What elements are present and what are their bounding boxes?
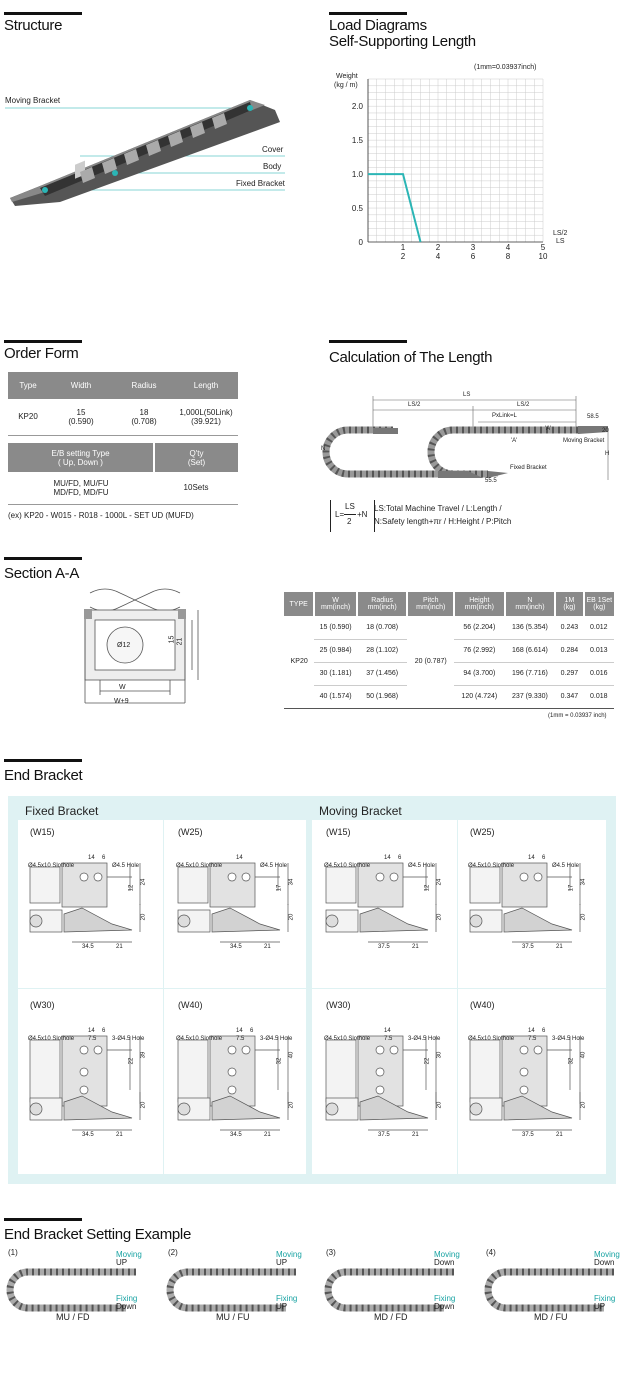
- dim-7-5: 7.5: [528, 1036, 537, 1042]
- hole-label: Ø4.5 Hole: [552, 863, 580, 869]
- spec-header-radius-1: Radius: [371, 597, 394, 604]
- load-title-2: Self-Supporting Length: [329, 33, 476, 50]
- setting-example: [484, 1248, 630, 1328]
- dim-mid: 12: [128, 884, 135, 892]
- setting-fixing-direction: Down: [434, 1302, 455, 1311]
- calc-title: Calculation of The Length: [329, 349, 493, 366]
- hole-label: 3-Ø4.5 Hole: [112, 1036, 145, 1042]
- fixed-bracket-label: Fixed Bracket: [236, 179, 285, 188]
- dim-bottom-b: 21: [556, 1132, 563, 1138]
- dim-bottom-a: 37.5: [378, 944, 390, 950]
- order-header-width: Width: [48, 372, 114, 399]
- order2-setting-a: MU/FD, MU/FU: [53, 478, 109, 488]
- bracket-width-label: (W15): [326, 827, 351, 837]
- bracket-width-label: (W25): [178, 827, 203, 837]
- section-w: W: [119, 684, 126, 691]
- order2-header-qty-2: (Set): [187, 457, 206, 467]
- dim-14: 14: [528, 1028, 535, 1034]
- x-tick-label-bottom: 10: [538, 252, 548, 261]
- calc-rule: [329, 340, 407, 343]
- section-rule: [4, 557, 82, 560]
- spec-m-0: 0.243: [560, 623, 579, 631]
- order-cell-width: [48, 399, 114, 435]
- dim-bottom-b: 21: [116, 944, 123, 950]
- end-bracket-drawing: [318, 998, 458, 1158]
- slothole-label: Ø4.5x10 Slothole: [468, 1036, 515, 1042]
- setting-fixing-direction: UP: [276, 1302, 288, 1311]
- bracket-width-label: (W25): [470, 827, 495, 837]
- spec-n-0: 136 (5.354): [512, 623, 548, 631]
- y-tick-label: 2.0: [351, 102, 363, 112]
- dim-mid: 12: [424, 884, 431, 892]
- calc-585: 58.5: [587, 414, 599, 420]
- load-ylabel-1: Weight: [336, 73, 358, 80]
- calc-n: N: [321, 446, 326, 452]
- dim-bottom-a: 34.5: [82, 944, 94, 950]
- dim-20: 20: [288, 1101, 295, 1109]
- load-unit-note: (1mm=0.03937inch): [474, 64, 537, 71]
- dim-bottom-a: 37.5: [378, 1132, 390, 1138]
- spec-unit-note: (1mm = 0.03937 inch): [548, 713, 607, 719]
- spec-header-n: [505, 592, 556, 616]
- order-cell-length: [174, 399, 238, 435]
- spec-header-radius-2: mm(inch): [367, 604, 397, 611]
- calc-a2: 'A': [545, 426, 552, 432]
- order-table-2: [8, 443, 238, 505]
- hole-label: 3-Ø4.5 Hole: [552, 1036, 585, 1042]
- end-bracket-drawing: [462, 998, 602, 1158]
- hole-label: Ø4.5 Hole: [408, 863, 436, 869]
- setting-fixing-label: Fixing: [276, 1294, 298, 1303]
- dim-14: 14: [88, 1028, 95, 1034]
- dim-14: 14: [236, 855, 243, 861]
- setting-example: [166, 1248, 316, 1328]
- setting-number: (2): [168, 1248, 178, 1257]
- bracket-width-label: (W40): [470, 1000, 495, 1010]
- calc-moving-bracket: Moving Bracket: [563, 438, 605, 444]
- spec-r-3: 50 (1.968): [366, 693, 399, 700]
- load-title-1: Load Diagrams: [329, 17, 427, 34]
- dim-6: 6: [542, 1028, 546, 1034]
- bracket-width-label: (W15): [30, 827, 55, 837]
- dim-bottom-a: 34.5: [230, 1132, 242, 1138]
- y-tick-label: 1.5: [351, 136, 363, 146]
- setting-fixing-label: Fixing: [116, 1294, 138, 1303]
- x-tick-label-top: 1: [400, 243, 406, 252]
- dim-6: 6: [250, 1028, 254, 1034]
- order-radius-mm: 18: [139, 407, 149, 417]
- dim-mid: 32: [276, 1057, 283, 1065]
- calc-fixed-bracket: Fixed Bracket: [510, 465, 547, 471]
- dim-bottom-a: 34.5: [82, 1132, 94, 1138]
- calc-a1: 'A': [511, 438, 518, 444]
- dim-20: 20: [436, 1101, 443, 1109]
- end-bracket-drawing: [462, 825, 602, 985]
- x-tick-label-bottom: 2: [400, 252, 406, 261]
- spec-r-0: 18 (0.708): [366, 623, 399, 631]
- spec-n-3: 237 (9.330): [512, 693, 548, 700]
- spec-header-height-2: mm(inch): [464, 604, 494, 611]
- dim-14: 14: [88, 855, 95, 861]
- setting-rule: [4, 1218, 82, 1221]
- structure-rule: [4, 12, 82, 15]
- spec-header-eb-2: (kg): [593, 604, 606, 611]
- dim-mid: 22: [128, 1057, 135, 1065]
- moving-bracket-title: Moving Bracket: [316, 803, 405, 819]
- endbracket-title: End Bracket: [4, 767, 83, 784]
- dim-20: 20: [580, 913, 587, 921]
- spec-w-3: 40 (1.574): [319, 693, 352, 700]
- x-tick-label-top: 2: [435, 243, 441, 252]
- order2-cell-setting: [8, 472, 154, 504]
- setting-code: MU / FU: [216, 1312, 250, 1322]
- setting-moving-label: Moving: [434, 1250, 460, 1259]
- slothole-label: Ø4.5x10 Slothole: [176, 1036, 223, 1042]
- spec-w-0: 15 (0.590): [319, 623, 352, 631]
- section-drawing: [80, 585, 200, 710]
- spec-header-pitch-2: mm(inch): [416, 604, 446, 611]
- spec-header-w-2: mm(inch): [321, 604, 351, 611]
- load-chart: [340, 70, 560, 265]
- x-tick-label-top: 4: [505, 243, 511, 252]
- spec-table: [284, 592, 614, 709]
- spec-header-eb: [584, 592, 614, 616]
- spec-header-height: [454, 592, 505, 616]
- dim-height: 24: [436, 878, 443, 886]
- order-width-inch: (0.590): [68, 416, 94, 426]
- spec-eb-0: 0.012: [590, 623, 608, 631]
- spec-header-1m: [555, 592, 583, 616]
- setting-number: (3): [326, 1248, 336, 1257]
- spec-header-pitch-1: Pitch: [422, 597, 439, 604]
- dim-height: 24: [140, 878, 147, 886]
- order-length-inch: (39.921): [191, 416, 221, 426]
- spec-eb-2: 0.016: [590, 670, 608, 677]
- spec-m-3: 0.347: [560, 693, 579, 700]
- end-bracket-drawing: [22, 825, 162, 985]
- spec-header-radius: [357, 592, 408, 616]
- calc-pxlink: PxLink=L: [492, 413, 517, 419]
- end-bracket-drawing: [22, 998, 162, 1158]
- spec-m-1: 0.284: [560, 647, 579, 654]
- spec-header-w-1: W: [332, 597, 339, 604]
- y-tick-label: 1.0: [351, 170, 363, 180]
- setting-moving-label: Moving: [276, 1250, 302, 1259]
- setting-fixing-label: Fixing: [594, 1294, 616, 1303]
- dim-14: 14: [528, 855, 535, 861]
- eb-divider-h: [18, 988, 606, 989]
- setting-number: (1): [8, 1248, 18, 1257]
- setting-code: MU / FD: [56, 1312, 90, 1322]
- dim-bottom-b: 21: [264, 944, 271, 950]
- calc-desc-2: N:Safety length+πr / H:Height / P:Pitch: [374, 517, 512, 526]
- formula-ls: LS: [345, 502, 355, 511]
- dim-6: 6: [542, 855, 546, 861]
- order-table: [8, 372, 238, 436]
- moving-bracket-label: Moving Bracket: [5, 96, 61, 105]
- order-header-radius: Radius: [114, 372, 174, 399]
- dim-14: 14: [236, 1028, 243, 1034]
- setting-example: [6, 1248, 156, 1328]
- spec-type-cell: KP20: [284, 616, 314, 708]
- order-length-mm: 1,000L(50Link): [179, 407, 233, 417]
- bracket-width-label: (W30): [326, 1000, 351, 1010]
- spec-pitch-cell: 20 (0.787): [407, 616, 454, 708]
- spec-h-0: 56 (2.204): [463, 623, 496, 631]
- order-width-mm: 15: [76, 407, 86, 417]
- dim-20: 20: [140, 1101, 147, 1109]
- dim-bottom-a: 34.5: [230, 944, 242, 950]
- slothole-label: Ø4.5x10 Slothole: [28, 863, 75, 869]
- section-w9: W+9: [114, 698, 129, 705]
- spec-header-type: TYPE: [284, 592, 314, 616]
- hole-label: Ø4.5 Hole: [260, 863, 288, 869]
- slothole-label: Ø4.5x10 Slothole: [324, 1036, 371, 1042]
- cover-label: Cover: [262, 145, 284, 154]
- y-tick-label: 0.5: [351, 204, 363, 214]
- order-header-length: Length: [174, 372, 238, 399]
- order-title: Order Form: [4, 345, 79, 362]
- dim-mid: 32: [568, 1057, 575, 1065]
- calc-ls: LS: [463, 392, 471, 398]
- dim-14: 14: [384, 1028, 391, 1034]
- section-title: Section A-A: [4, 565, 80, 582]
- dim-bottom-b: 21: [264, 1132, 271, 1138]
- slothole-label: Ø4.5x10 Slothole: [324, 863, 371, 869]
- calc-ls2-right: LS/2: [517, 402, 530, 408]
- y-tick-label: 0: [358, 238, 363, 247]
- dim-height: 40: [288, 1051, 295, 1059]
- eb-divider-v1: [163, 820, 164, 1174]
- dim-bottom-b: 21: [412, 944, 419, 950]
- x-tick-label-bottom: 4: [435, 252, 441, 261]
- spec-w-2: 30 (1.181): [319, 670, 352, 677]
- setting-code: MD / FU: [534, 1312, 568, 1322]
- calc-desc-1: LS:Total Machine Travel / L:Length /: [374, 504, 502, 513]
- spec-eb-3: 0.018: [590, 693, 608, 700]
- order-rule: [4, 340, 82, 343]
- dim-20: 20: [436, 913, 443, 921]
- formula-n: +N: [357, 510, 368, 519]
- order-example: (ex) KP20 - W015 - R018 - 1000L - SET UD (MUFD): [8, 511, 194, 520]
- calc-20: 20: [602, 428, 609, 434]
- calc-555: 55.5: [485, 478, 497, 484]
- spec-w-1: 25 (0.984): [319, 647, 352, 654]
- order2-header-setting-1: E/B setting Type: [51, 448, 110, 458]
- order2-cell-qty: 10Sets: [183, 483, 209, 493]
- dim-6: 6: [398, 855, 402, 861]
- dim-20: 20: [288, 913, 295, 921]
- dim-bottom-b: 21: [556, 944, 563, 950]
- setting-fixing-direction: UP: [594, 1302, 606, 1311]
- order-radius-inch: (0.708): [131, 416, 157, 426]
- setting-moving-label: Moving: [594, 1250, 620, 1259]
- dim-20: 20: [140, 913, 147, 921]
- dim-7-5: 7.5: [88, 1036, 97, 1042]
- formula-l: L=: [335, 510, 345, 519]
- bracket-width-label: (W30): [30, 1000, 55, 1010]
- order2-header-setting: [8, 443, 154, 472]
- dim-mid: 17: [568, 884, 575, 892]
- slothole-label: Ø4.5x10 Slothole: [176, 863, 223, 869]
- setting-example: [324, 1248, 474, 1328]
- calc-ls2-left: LS/2: [408, 402, 421, 408]
- dim-height: 30: [436, 1051, 443, 1059]
- dim-7-5: 7.5: [384, 1036, 393, 1042]
- spec-header-pitch: [407, 592, 454, 616]
- spec-eb-1: 0.013: [590, 647, 608, 654]
- structure-title: Structure: [4, 17, 63, 34]
- setting-code: MD / FD: [374, 1312, 408, 1322]
- dim-mid: 22: [424, 1057, 431, 1065]
- setting-moving-direction: UP: [116, 1258, 128, 1267]
- spec-r-2: 37 (1.456): [366, 670, 399, 677]
- dim-14: 14: [384, 855, 391, 861]
- spec-h-3: 120 (4.724): [461, 693, 498, 700]
- load-rule: [329, 12, 407, 15]
- order2-setting-b: MD/FD, MD/FU: [53, 487, 109, 497]
- slothole-label: Ø4.5x10 Slothole: [468, 863, 515, 869]
- spec-r-1: 28 (1.102): [366, 647, 399, 654]
- slothole-label: Ø4.5x10 Slothole: [28, 1036, 75, 1042]
- order-cell-type: KP20: [18, 412, 38, 422]
- dim-20: 20: [580, 1101, 587, 1109]
- x-tick-label-top: 5: [540, 243, 546, 252]
- order-cell-radius: [114, 399, 174, 435]
- section-d12: Ø12: [117, 642, 131, 649]
- setting-fixing-direction: Down: [116, 1302, 137, 1311]
- spec-n-1: 168 (6.614): [512, 647, 548, 654]
- hole-label: 3-Ø4.5 Hole: [408, 1036, 441, 1042]
- load-xlabel-1: LS/2: [553, 230, 568, 237]
- end-bracket-drawing: [318, 825, 458, 985]
- dim-7-5: 7.5: [236, 1036, 245, 1042]
- order-header-type: Type: [8, 372, 48, 399]
- setting-number: (4): [486, 1248, 496, 1257]
- spec-h-1: 76 (2.992): [463, 647, 496, 654]
- calc-h: H: [605, 451, 610, 457]
- setting-moving-direction: UP: [276, 1258, 288, 1267]
- setting-fixing-label: Fixing: [434, 1294, 456, 1303]
- section-21: 21: [176, 637, 184, 646]
- bracket-width-label: (W40): [178, 1000, 203, 1010]
- body-label: Body: [263, 162, 282, 171]
- formula-2: 2: [347, 517, 352, 526]
- structure-illustration: [0, 60, 300, 220]
- dim-mid: 17: [276, 884, 283, 892]
- dim-height: 40: [580, 1051, 587, 1059]
- dim-height: 39: [140, 1051, 147, 1059]
- spec-m-2: 0.297: [560, 670, 579, 677]
- x-tick-label-bottom: 6: [470, 252, 476, 261]
- x-tick-label-bottom: 8: [505, 252, 511, 261]
- section-15: 15: [168, 635, 176, 644]
- spec-header-1m-1: 1M: [564, 597, 575, 604]
- hole-label: Ø4.5 Hole: [112, 863, 140, 869]
- end-bracket-drawing: [170, 825, 310, 985]
- spec-h-2: 94 (3.700): [463, 670, 496, 677]
- order2-header-qty: [154, 443, 238, 472]
- load-xlabel-2: LS: [556, 238, 565, 245]
- dim-height: 34: [288, 878, 295, 886]
- endbracket-rule: [4, 759, 82, 762]
- setting-moving-label: Moving: [116, 1250, 142, 1259]
- spec-header-eb-1: EB 1Set: [586, 597, 613, 604]
- order2-header-setting-2: ( Up, Down ): [58, 457, 103, 467]
- spec-header-height-1: Height: [469, 597, 490, 604]
- spec-header-w: [314, 592, 357, 616]
- spec-header-n-1: N: [527, 597, 533, 604]
- dim-6: 6: [102, 1028, 106, 1034]
- hole-label: 3-Ø4.5 Hole: [260, 1036, 293, 1042]
- spec-header-1m-2: (kg): [563, 604, 576, 611]
- fixed-bracket-title: Fixed Bracket: [22, 803, 101, 819]
- dim-6: 6: [102, 855, 106, 861]
- spec-n-2: 196 (7.716): [512, 670, 548, 677]
- load-ylabel-2: (kg / m): [334, 82, 358, 89]
- setting-title: End Bracket Setting Example: [4, 1226, 192, 1243]
- setting-moving-direction: Down: [434, 1258, 455, 1267]
- calc-formula: [330, 500, 375, 532]
- dim-bottom-b: 21: [116, 1132, 123, 1138]
- order2-header-qty-1: Q'ty: [189, 448, 204, 458]
- end-bracket-drawing: [170, 998, 310, 1158]
- formula-bar: [344, 514, 356, 515]
- spec-header-n-2: mm(inch): [515, 604, 545, 611]
- dim-bottom-b: 21: [412, 1132, 419, 1138]
- setting-moving-direction: Down: [594, 1258, 615, 1267]
- dim-height: 34: [580, 878, 587, 886]
- dim-bottom-a: 37.5: [522, 944, 534, 950]
- dim-bottom-a: 37.5: [522, 1132, 534, 1138]
- x-tick-label-top: 3: [470, 243, 476, 252]
